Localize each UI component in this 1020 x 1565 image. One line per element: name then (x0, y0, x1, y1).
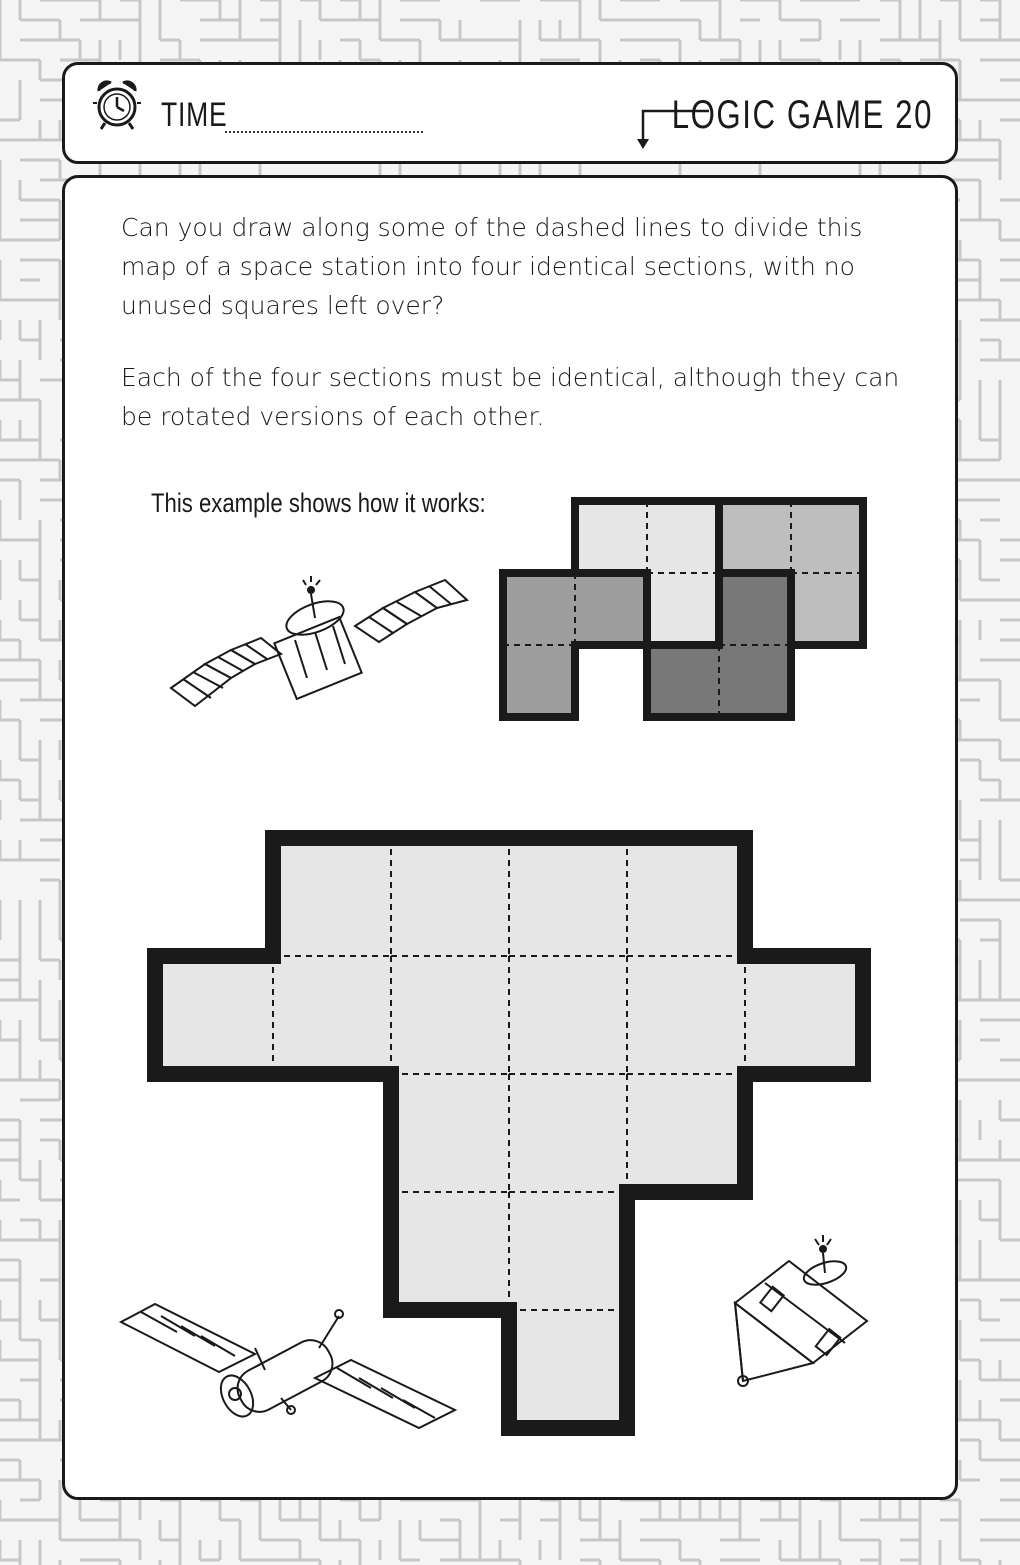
header-bar (62, 62, 958, 164)
puzzle-cell (273, 956, 391, 1074)
puzzle-cell (391, 1074, 509, 1192)
puzzle-cell (745, 956, 863, 1074)
time-entry-line[interactable] (225, 131, 423, 133)
example-cell (647, 645, 719, 717)
puzzle-cell (627, 956, 745, 1074)
puzzle-cell (509, 838, 627, 956)
satellite-illustration-icon (165, 568, 475, 748)
puzzle-cell (509, 1310, 627, 1428)
example-cell (647, 573, 719, 645)
puzzle-cell (509, 956, 627, 1074)
puzzle-cell (273, 838, 391, 956)
puzzle-cell (509, 1192, 627, 1310)
page-title: LOGIC GAME 20 (671, 93, 933, 137)
example-label: This example shows how it works: (151, 488, 486, 518)
example-cell (503, 573, 575, 645)
puzzle-cell (509, 1074, 627, 1192)
example-cell (719, 645, 791, 717)
puzzle-card (62, 175, 958, 1500)
puzzle-cell (155, 956, 273, 1074)
example-cell (647, 501, 719, 573)
alarm-clock-icon (89, 77, 145, 133)
instruction-paragraph: Can you draw along some of the dashed lines to divide this map of a space station into four identical sections, with no unused squares left over? (121, 213, 863, 320)
example-cell (575, 501, 647, 573)
time-label: TIME (161, 96, 228, 134)
space-capsule-icon (725, 1233, 875, 1393)
puzzle-cell (391, 1192, 509, 1310)
example-cell (791, 501, 863, 573)
example-cell (575, 573, 647, 645)
telescope-satellite-icon (115, 1298, 465, 1438)
example-cell (791, 573, 863, 645)
puzzle-cell (627, 838, 745, 956)
instruction-paragraph-rules: Each of the four sections must be identical, although they can be rotated versions of each other. (121, 363, 900, 431)
example-cell (503, 645, 575, 717)
example-cell (719, 501, 791, 573)
puzzle-cell (391, 956, 509, 1074)
example-cell (719, 573, 791, 645)
puzzle-cell (391, 838, 509, 956)
puzzle-cell (627, 1074, 745, 1192)
example-grid (495, 493, 875, 733)
